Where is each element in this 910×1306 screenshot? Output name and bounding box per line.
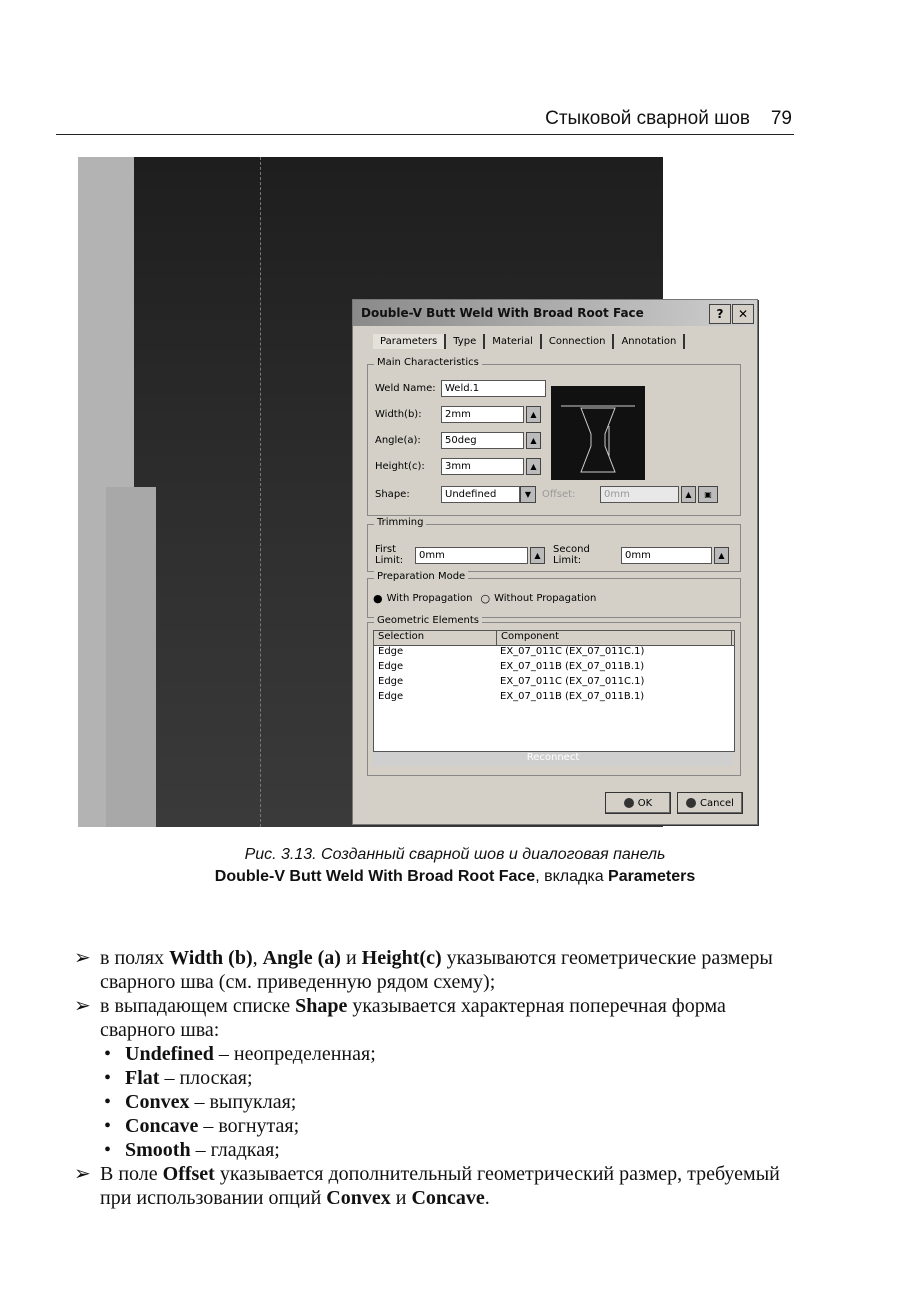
tab-annotation[interactable]: Annotation [614,334,685,349]
offset-input[interactable]: 0mm [600,486,679,503]
table-cell: Edge [378,676,404,687]
column-header-selection[interactable]: Selection [374,631,497,645]
weld-dialog [352,299,758,825]
text: и [390,1187,412,1209]
reconnect-button[interactable]: Reconnect [373,752,733,766]
term: Undefined [125,1043,214,1065]
bullet-dot-icon: • [104,1043,112,1065]
bullet-dot-icon: • [104,1091,112,1113]
figure-caption-text: Рис. 3.13. Созданный сварной шов и диалоговая панель [244,846,666,863]
figure-caption-line2 [0,868,910,886]
second-limit-label: Second Limit: [553,544,590,566]
table-cell: Edge [378,661,404,672]
table-row[interactable] [374,661,734,676]
dialog-title: Double-V Butt Weld With Broad Root Face [361,306,644,320]
cancel-button[interactable] [677,792,743,814]
shape-label: Shape: [375,489,410,500]
radio-selected-icon[interactable]: ● [373,592,383,605]
first-limit-input[interactable]: 0mm [415,547,528,564]
help-button[interactable]: ? [709,304,731,324]
width-spinner-icon[interactable]: ▲ [526,406,541,423]
table-row[interactable] [374,676,734,691]
term: Convex [125,1091,190,1113]
list-item [60,1162,790,1210]
weld-name-label: Weld Name: [375,383,436,394]
body-text [60,946,790,1210]
table-row[interactable] [374,691,734,706]
term: Height(c) [361,947,442,969]
term: Convex [326,1187,391,1209]
table-cell: EX_07_011B (EX_07_011B.1) [500,661,645,672]
term: Width (b) [169,947,253,969]
radio-empty-icon[interactable]: ○ [480,592,491,605]
table-cell: Edge [378,691,404,702]
cad-part-plate [106,487,156,827]
text: указывается дополнительный геометрический размер, требуемый при использовании опций [100,1163,780,1209]
offset-spinner-icon[interactable]: ▲ [681,486,696,503]
height-spinner-icon[interactable]: ▲ [526,458,541,475]
ok-icon [624,798,634,808]
figure-caption-line1 [0,846,910,864]
preparation-mode-row [373,592,596,605]
trimming-row [375,544,729,566]
angle-row [375,432,541,449]
dialog-tabs [373,334,685,349]
sub-list-item [60,1138,790,1162]
ok-label: OK [637,797,653,809]
cad-axis-line [260,157,261,827]
sub-list-item [60,1090,790,1114]
weld-name-input[interactable]: Weld.1 [441,380,546,397]
second-limit-input[interactable]: 0mm [621,547,712,564]
tab-material[interactable]: Material [485,334,542,349]
text: – выпуклая; [189,1091,297,1113]
second-limit-spinner-icon[interactable]: ▲ [714,547,729,564]
caption-text: , вкладка [535,868,609,885]
text: указывается характерная поперечная форма сварного шва: [100,995,726,1041]
shape-dropdown-icon[interactable]: ▼ [520,486,536,503]
term: Flat [125,1067,160,1089]
shape-select[interactable]: Undefined [441,486,520,503]
sub-list-item [60,1066,790,1090]
text: в выпадающем списке [100,995,296,1017]
bullet-dot-icon: • [104,1139,112,1161]
bullet-dot-icon: • [104,1115,112,1137]
arrow-bullet-icon: ➢ [74,995,91,1017]
arrow-bullet-icon: ➢ [74,947,91,969]
page-number: 79 [770,108,792,129]
text: – вогнутая; [198,1115,300,1137]
tab-type[interactable]: Type [446,334,485,349]
text: – плоская; [159,1067,253,1089]
table-cell: EX_07_011C (EX_07_011C.1) [500,676,645,687]
list-item [60,946,790,994]
term: Offset [162,1163,215,1185]
angle-input[interactable]: 50deg [441,432,524,449]
height-label: Height(c): [375,461,425,472]
table-cell: EX_07_011C (EX_07_011C.1) [500,646,645,657]
list-item [60,994,790,1042]
trimming-label: Trimming [374,517,426,528]
first-limit-spinner-icon[interactable]: ▲ [530,547,545,564]
term: Angle (a) [262,947,341,969]
weld-name-row [375,380,546,397]
tab-connection[interactable]: Connection [542,334,615,349]
cancel-icon [686,798,696,808]
offset-settings-icon[interactable]: ▣ [698,486,718,503]
sub-list-item [60,1114,790,1138]
angle-spinner-icon[interactable]: ▲ [526,432,541,449]
term: Concave [125,1115,199,1137]
dialog-titlebar [353,300,757,326]
running-title: Стыковой сварной шов [545,108,750,129]
caption-dialog-name: Double-V Butt Weld With Broad Root Face [214,868,536,885]
weld-scheme-preview [551,386,645,480]
running-head [56,104,794,135]
term: Shape [295,995,348,1017]
text: и [340,947,362,969]
column-header-component[interactable]: Component [497,631,732,645]
sub-list-item [60,1042,790,1066]
table-header [374,631,734,646]
width-label: Width(b): [375,409,422,420]
without-propagation-label: Without Propagation [494,593,597,604]
height-input[interactable]: 3mm [441,458,524,475]
geometric-elements-label: Geometric Elements [374,615,482,626]
shape-row [375,486,718,503]
table-row[interactable] [374,646,734,661]
close-button[interactable]: ✕ [732,304,754,324]
cancel-label: Cancel [700,797,734,809]
with-propagation-label: With Propagation [386,593,473,604]
preparation-mode-label: Preparation Mode [374,571,468,582]
weld-scheme-diagram [551,386,645,480]
term: Smooth [125,1139,191,1161]
first-limit-label: First Limit: [375,544,404,566]
caption-tab-name: Parameters [608,868,696,885]
table-cell: EX_07_011B (EX_07_011B.1) [500,691,645,702]
text: . [484,1187,490,1209]
offset-label: Offset: [542,489,576,500]
tab-parameters[interactable]: Parameters [373,334,446,349]
angle-label: Angle(a): [375,435,421,446]
text: в полях [100,947,170,969]
text: – неопределенная; [213,1043,376,1065]
main-characteristics-label: Main Characteristics [374,357,482,368]
text: указываются геометрические размеры сварного шва (см. приведенную рядом схему); [100,947,773,993]
width-input[interactable]: 2mm [441,406,524,423]
bullet-dot-icon: • [104,1067,112,1089]
table-cell: Edge [378,646,404,657]
text: , [252,947,263,969]
figure-screenshot [78,157,756,827]
height-row [375,458,541,475]
text: В поле [100,1163,163,1185]
geometric-elements-table [373,630,735,752]
ok-button[interactable] [605,792,671,814]
width-row [375,406,541,423]
text: – гладкая; [190,1139,280,1161]
arrow-bullet-icon: ➢ [74,1163,91,1185]
term: Concave [411,1187,485,1209]
